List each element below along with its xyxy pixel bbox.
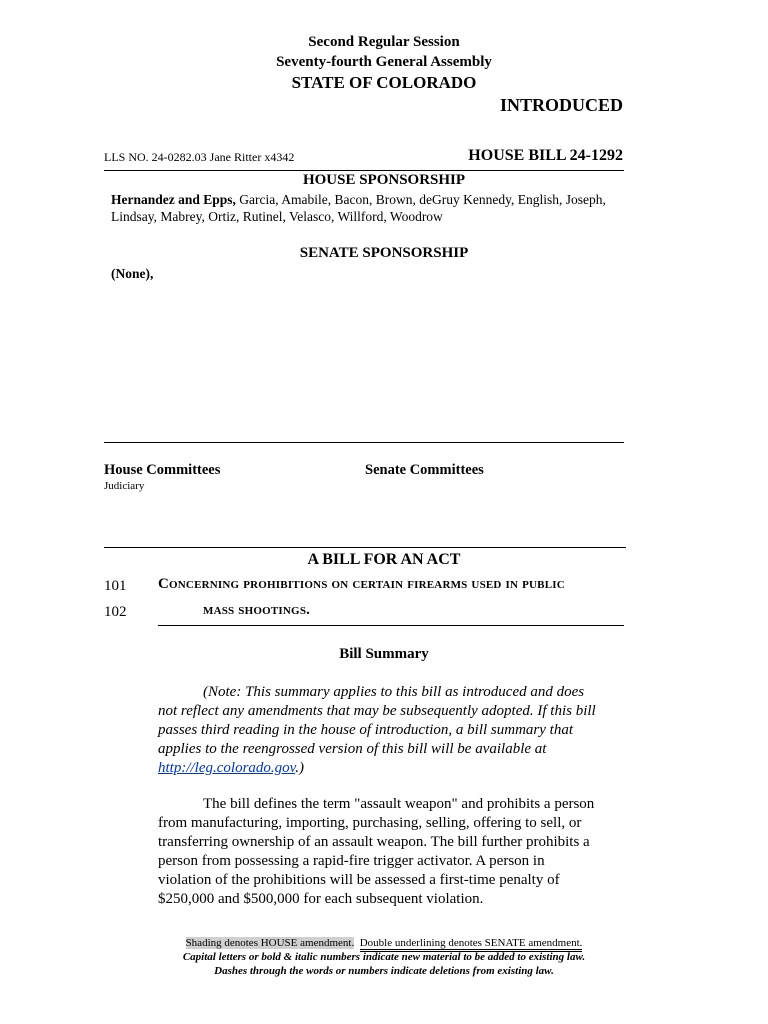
senate-sponsorship-heading: SENATE SPONSORSHIP xyxy=(299,245,469,261)
senate-sponsors: (None), xyxy=(111,266,154,281)
leg-colorado-link[interactable]: http://leg.colorado.gov xyxy=(158,760,296,776)
note-line xyxy=(158,759,624,778)
lead-sponsors: Hernandez and Epps, xyxy=(111,192,236,207)
summary-line: person from possessing a rapid-fire trigger activator. A person in xyxy=(158,853,545,869)
legend-line-1 xyxy=(0,936,768,950)
lls-number: LLS NO. 24-0282.03 Jane Ritter x4342 xyxy=(104,150,295,164)
status-label: INTRODUCED xyxy=(499,95,623,115)
note-end: .) xyxy=(295,760,304,776)
amendment-legend xyxy=(0,936,768,978)
summary-note xyxy=(158,683,624,778)
capital-note: Capital letters or bold & italic numbers indicate new material to be added to existing law. xyxy=(182,951,586,963)
summary-line: $250,000 and $500,000 for each subsequent violation. xyxy=(158,891,484,907)
note-line: (Note: This summary applies to this bill as introduced and does xyxy=(203,684,585,700)
note-line: not reflect any amendments that may be subsequently adopted. If this bill xyxy=(158,703,596,719)
co-sponsors: Garcia, Amabile, Bacon, Brown, deGruy Kennedy, English, Joseph, xyxy=(235,192,606,207)
shading-note: Shading denotes HOUSE amendment. xyxy=(185,937,355,949)
summary-line: from manufacturing, importing, purchasing, selling, offering to sell, or xyxy=(158,815,582,831)
bill-title-line-2: mass shootings. xyxy=(203,602,311,618)
assembly-line: Seventy-fourth General Assembly xyxy=(276,54,492,70)
house-sponsors-line-1 xyxy=(111,192,606,208)
summary-line: violation of the prohibitions will be assessed a first-time penalty of xyxy=(158,872,560,888)
divider xyxy=(158,625,624,626)
bill-number: HOUSE BILL 24-1292 xyxy=(468,147,623,164)
note-line: applies to the reengrossed version of this bill will be available at xyxy=(158,741,547,757)
note-line: passes third reading in the house of introduction, a bill summary that xyxy=(158,722,573,738)
session-line: Second Regular Session xyxy=(308,34,460,50)
divider xyxy=(104,170,624,171)
house-committees-label: House Committees xyxy=(104,462,221,478)
summary-line: transferring ownership of an assault weapon. The bill further prohibits a xyxy=(158,834,590,850)
dashes-note: Dashes through the words or numbers indicate deletions from existing law. xyxy=(214,965,554,977)
house-committee-judiciary: Judiciary xyxy=(104,480,145,492)
summary-line: The bill defines the term "assault weapon" and prohibits a person xyxy=(203,796,595,812)
bill-title-line-1: Concerning prohibitions on certain firearms used in public xyxy=(158,576,565,592)
divider xyxy=(104,547,626,548)
house-sponsorship-heading: HOUSE SPONSORSHIP xyxy=(302,172,466,188)
line-number: 102 xyxy=(104,604,127,620)
summary-body xyxy=(158,795,628,909)
state-line: STATE OF COLORADO xyxy=(291,73,477,92)
bill-summary-heading: Bill Summary xyxy=(339,646,429,662)
underline-note: Double underlining denotes SENATE amendment. xyxy=(360,937,583,952)
divider xyxy=(104,442,624,443)
line-number: 101 xyxy=(104,578,127,594)
senate-committees-label: Senate Committees xyxy=(365,462,484,478)
house-sponsors-line-2: Lindsay, Mabrey, Ortiz, Rutinel, Velasco, Willford, Woodrow xyxy=(111,209,443,224)
bill-title-heading: A BILL FOR AN ACT xyxy=(307,551,461,568)
